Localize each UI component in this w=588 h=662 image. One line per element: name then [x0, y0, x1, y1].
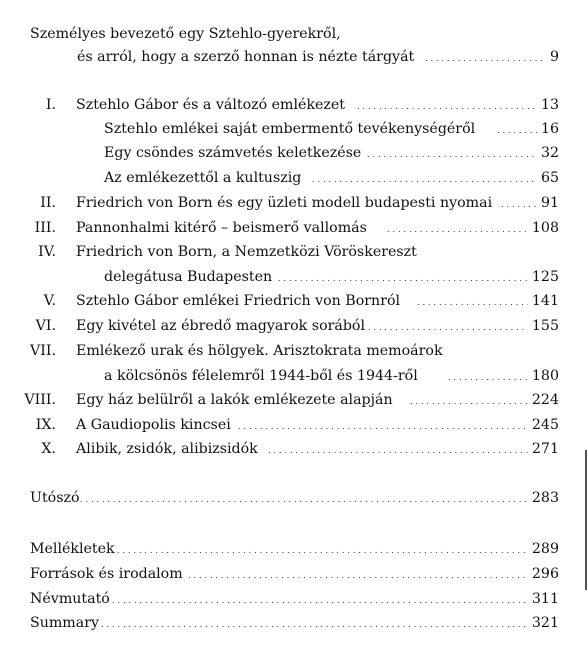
toc-entry-title: A Gaudiopolis kincsei: [76, 417, 231, 433]
toc-entry: [0, 191, 588, 215]
toc-entry-title: Utószó: [30, 490, 80, 506]
toc-leader: [387, 216, 559, 242]
toc-leader: [312, 166, 559, 192]
toc-entry: [0, 45, 588, 69]
dot-leader: [367, 141, 537, 167]
toc-leader: [117, 537, 559, 563]
toc-entry-title: delegátusa Budapesten: [104, 269, 273, 285]
toc-entry: [0, 388, 588, 412]
dot-leader: [188, 562, 528, 588]
toc-entry-title: Emlékező urak és hölgyek. Arisztokrata memoárok: [76, 343, 443, 359]
toc-entry: [0, 537, 588, 561]
toc-entry: [0, 314, 588, 338]
toc-entry: [0, 22, 588, 46]
toc-entry-page: 311: [531, 591, 559, 607]
toc-entry: [0, 437, 588, 461]
toc-entry-page: 16: [540, 121, 559, 137]
toc-leader: [238, 413, 559, 439]
toc-entry-title: a kölcsönös félelemről 1944-ből és 1944-ről: [104, 368, 418, 384]
dot-leader: [80, 486, 528, 512]
toc-entry-number: V.: [43, 293, 56, 309]
toc-entry-title: Sztehlo Gábor és a változó emlékezet: [76, 97, 346, 113]
toc-entry-title: Friedrich von Born, a Nemzetközi Vöröskereszt: [76, 244, 417, 260]
toc-entry-page: 224: [531, 392, 559, 408]
toc-entry: [0, 166, 588, 190]
dot-leader: [312, 166, 537, 192]
toc-entry: [0, 93, 588, 117]
toc-entry: [0, 289, 588, 313]
toc-entry-title: Névmutató: [30, 591, 110, 607]
toc-entry-page: 91: [540, 195, 559, 211]
toc-entry-number: IX.: [35, 417, 56, 433]
toc-entry-title: Alibik, zsidók, alibizsidók: [76, 441, 258, 457]
dot-leader: [117, 537, 528, 563]
toc-entry-page: 289: [531, 541, 559, 557]
toc-entry-title: Források és irodalom: [30, 566, 183, 582]
toc-entry-page: 32: [540, 145, 559, 161]
toc-entry-title: Pannonhalmi kitérő – beismerő vallomás: [76, 220, 367, 236]
dot-leader: [448, 364, 528, 390]
toc-leader: [425, 45, 559, 71]
dot-leader: [417, 289, 528, 315]
toc-entry-title: Friedrich von Born és egy üzleti modell budapesti nyomai: [76, 195, 493, 211]
toc-leader: [501, 191, 559, 217]
toc-entry-page: 9: [549, 49, 559, 65]
toc-leader: [497, 117, 559, 143]
toc-entry: [0, 562, 588, 586]
dot-leader: [497, 117, 537, 143]
toc-entry: [0, 117, 588, 141]
toc-entry-title: Sztehlo emlékei saját embermentő tevékenységéről: [104, 121, 476, 137]
toc-entry-number: X.: [41, 441, 56, 457]
toc-leader: [112, 587, 559, 613]
toc-entry-number: VII.: [30, 343, 56, 359]
toc-entry-page: 271: [531, 441, 559, 457]
toc-entry: [0, 265, 588, 289]
toc-entry: [0, 486, 588, 510]
dot-leader: [425, 45, 546, 71]
toc-entry-title: Személyes bevezető egy Sztehlo-gyerekről,: [30, 26, 341, 42]
toc-leader: [357, 314, 559, 340]
toc-entry-title: Egy kivétel az ébredő magyarok sorából: [76, 318, 366, 334]
dot-leader: [357, 93, 537, 119]
toc-leader: [101, 611, 559, 637]
toc-leader: [448, 364, 559, 390]
toc-entry-title: és arról, hogy a szerző honnan is nézte tárgyát: [77, 49, 415, 65]
toc-entry: [0, 587, 588, 611]
toc-entry-page: 65: [540, 170, 559, 186]
toc-entry: [0, 240, 588, 264]
toc-entry-page: 155: [531, 318, 559, 334]
toc-entry-page: 321: [531, 615, 559, 631]
toc-entry-page: 125: [531, 269, 559, 285]
toc-entry-number: I.: [45, 97, 56, 113]
dot-leader: [501, 191, 537, 217]
toc-entry-page: 245: [531, 417, 559, 433]
toc-entry: [0, 413, 588, 437]
toc-entry-page: 108: [531, 220, 559, 236]
toc-entry-page: 13: [540, 97, 559, 113]
dot-leader: [268, 437, 528, 463]
toc-entry-page: 141: [531, 293, 559, 309]
scan-edge-line: [585, 450, 587, 590]
toc-entry-number: IV.: [38, 244, 56, 260]
toc-entry: [0, 141, 588, 165]
toc-entry-page: 180: [531, 368, 559, 384]
dot-leader: [278, 265, 528, 291]
toc-leader: [268, 437, 559, 463]
toc-entry-title: Az emlékezettől a kultuszig: [104, 170, 302, 186]
toc-entry-title: Sztehlo Gábor emlékei Friedrich von Bornról: [76, 293, 401, 309]
dot-leader: [238, 413, 528, 439]
dot-leader: [410, 388, 528, 414]
toc-entry-title: Egy ház belülről a lakók emlékezete alapján: [76, 392, 393, 408]
toc-leader: [278, 265, 559, 291]
toc-leader: [188, 562, 559, 588]
toc-leader: [357, 93, 559, 119]
toc-entry: [0, 611, 588, 635]
toc-leader: [367, 141, 559, 167]
toc-leader: [410, 388, 559, 414]
toc-entry-page: 283: [531, 490, 559, 506]
toc-entry-number: VI.: [35, 318, 56, 334]
toc-entry-page: 296: [531, 566, 559, 582]
toc-entry-title: Mellékletek: [30, 541, 115, 557]
dot-leader: [101, 611, 528, 637]
toc-entry-number: II.: [40, 195, 56, 211]
toc-entry: [0, 364, 588, 388]
toc-entry-number: III.: [34, 220, 56, 236]
toc-entry: [0, 216, 588, 240]
toc-entry: [0, 339, 588, 363]
toc-entry-title: Egy csöndes számvetés keletkezése: [104, 145, 362, 161]
toc-leader: [80, 486, 559, 512]
toc-entry-number: VIII.: [24, 392, 56, 408]
dot-leader: [387, 216, 528, 242]
toc-leader: [417, 289, 559, 315]
toc-entry-title: Summary: [30, 615, 100, 631]
dot-leader: [357, 314, 528, 340]
dot-leader: [112, 587, 528, 613]
